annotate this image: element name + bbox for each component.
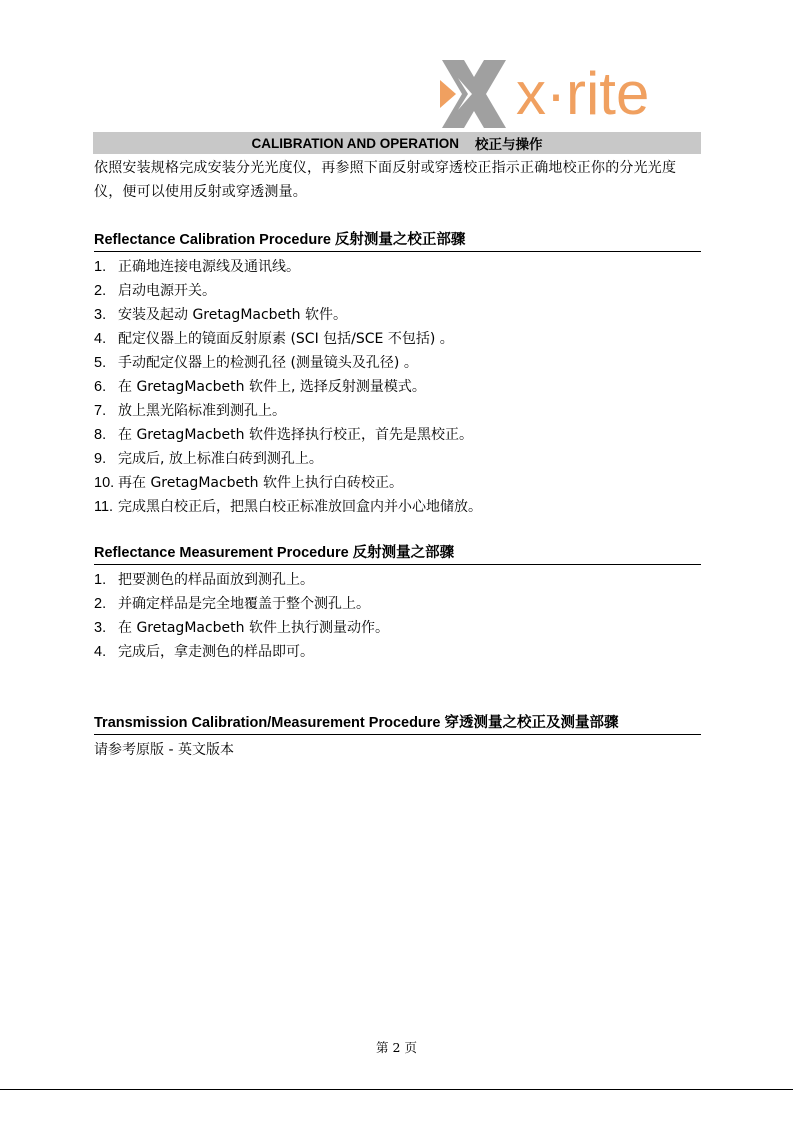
list-item: 11. 完成黑白校正后，把黑白校正标准放回盒内并小心地储放。 xyxy=(94,499,482,515)
list-item: 4. 完成后，拿走测色的样品即可。 xyxy=(94,644,314,660)
intro-paragraph: 依照安装规格完成安装分光光度仪，再参照下面反射或穿透校正指示正确地校正你的分光光度仪，便可以使用反射或穿透测量。 xyxy=(94,160,677,200)
section-banner xyxy=(93,132,701,154)
section-title-reflectance-calibration: Reflectance Calibration Procedure 反射测量之校正部骤 xyxy=(94,230,701,252)
list-item: 1. 正确地连接电源线及通讯线。 xyxy=(94,259,300,275)
banner-title-en: CALIBRATION AND OPERATION xyxy=(251,135,459,151)
list-item: 6. 在 GretagMacbeth 软件上, 选择反射测量模式。 xyxy=(94,379,426,395)
footer-divider xyxy=(0,1089,793,1090)
page-number: 第 2 页 xyxy=(376,1040,417,1055)
list-item: 2. 启动电源开关。 xyxy=(94,283,216,299)
logo-wordmark: x·rite xyxy=(516,60,650,127)
section-title-reflectance-measurement: Reflectance Measurement Procedure 反射测量之部骤 xyxy=(94,543,701,565)
list-item: 1. 把要测色的样品面放到测孔上。 xyxy=(94,572,314,588)
banner-title-zh: 校正与操作 xyxy=(475,137,543,152)
reflectance-calibration-steps xyxy=(94,255,704,519)
list-item: 7. 放上黑光陷标准到测孔上。 xyxy=(94,403,286,419)
list-item: 3. 在 GretagMacbeth 软件上执行测量动作。 xyxy=(94,620,389,636)
x-rite-logo xyxy=(436,58,694,130)
transmission-note: 请参考原版 - 英文版本 xyxy=(94,742,234,758)
section-title-transmission: Transmission Calibration/Measurement Procedure 穿透测量之校正及测量部骤 xyxy=(94,713,701,735)
list-item: 5. 手动配定仪器上的检测孔径 (测量镜头及孔径) 。 xyxy=(94,355,418,371)
list-item: 8. 在 GretagMacbeth 软件选择执行校正，首先是黑校正。 xyxy=(94,427,473,443)
x-mark-icon xyxy=(440,60,506,128)
list-item: 4. 配定仪器上的镜面反射原素 (SCI 包括/SCE 不包括) 。 xyxy=(94,331,454,347)
list-item: 2. 并确定样品是完全地覆盖于整个测孔上。 xyxy=(94,596,370,612)
list-item: 10. 再在 GretagMacbeth 软件上执行白砖校正。 xyxy=(94,475,403,491)
list-item: 3. 安装及起动 GretagMacbeth 软件。 xyxy=(94,307,347,323)
reflectance-measurement-steps xyxy=(94,568,704,664)
list-item: 9. 完成后, 放上标准白砖到测孔上。 xyxy=(94,451,323,467)
